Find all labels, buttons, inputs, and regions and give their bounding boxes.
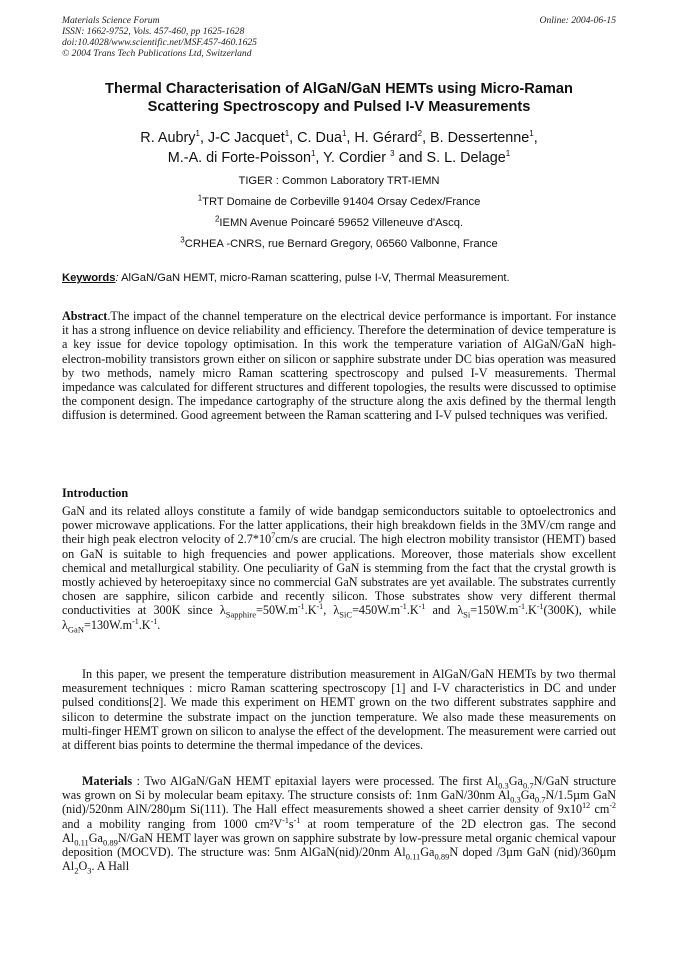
affiliation-3 [62,237,616,251]
online-date: Online: 2004-06-15 [539,15,616,26]
abstract [62,309,616,423]
author: R. Aubry [140,130,196,146]
keywords-label: Keywords [62,272,116,284]
title-line-1: Thermal Characterisation of AlGaN/GaN HEMTs using Micro-Raman [105,81,573,97]
lab-name: TIGER : Common Laboratory TRT-IEMN [238,175,440,187]
author: , Y. Cordier [315,150,391,166]
text-run: (300K), while [543,603,616,618]
author-affil-mark: 1 [529,129,534,139]
author-line-1 [62,128,616,148]
materials-paragraph [62,774,617,876]
superscript: -1 [316,602,324,612]
subscript: 0.3 [510,794,521,805]
text-run: =150W.m [470,603,519,618]
subscript: 0.89 [102,837,118,848]
subscript: 0.3 [498,780,509,791]
issn-line: ISSN: 1662-9752, Vols. 457-460, pp 1625-1628 [62,26,245,37]
author: , H. Gérard [346,130,418,146]
superscript: -1 [293,815,301,825]
text-run: .K [138,617,151,632]
materials-label: Materials [82,774,133,788]
text-run: s [288,816,294,831]
author: , B. Dessertenne [422,130,530,146]
text-run: N doped /3µm GaN (nid)/360µm Al [62,845,616,874]
keywords-colon: : [115,272,119,284]
text-run: =450W.m [352,603,401,618]
running-header [62,15,616,59]
affil-number: 3 [180,235,185,245]
affil-number: 2 [214,214,220,224]
subscript: 0.11 [405,851,421,862]
text-run: Ga [420,845,435,860]
text-run: cm [590,802,610,817]
doi-line[interactable]: doi:10.4028/www.scientific.net/MSF.457-460.1625 [62,37,257,48]
copyright-line: © 2004 Trans Tech Publications Ltd, Switzerland [62,48,252,59]
lambda-symbol: λ [219,603,226,618]
subscript: 0.7 [522,780,534,791]
author-affil-mark: 1 [195,129,200,139]
superscript: -1 [418,602,426,612]
title-line-2: Scattering Spectroscopy and Pulsed I-V Measurements [147,99,531,115]
subscript: 2 [74,865,79,876]
affil-text: IEMN Avenue Poincaré 59652 Villeneuve d'Ascq. [219,217,464,229]
superscript: 12 [582,801,591,811]
author: , C. Dua [289,130,342,146]
text-run: at room temperature of the 2D electron gas. The second Al [62,816,617,845]
text-run: .K [525,603,537,618]
text-run: N/GaN HEMT layer was grown on sapphire substrate by low-pressure metal organic chemical vapour deposition (MOCVD). The structure was: 5nm AlGaN(nid)/20nm Al [62,830,616,860]
introduction-heading: Introduction [62,486,129,500]
author-affil-mark: 1 [505,149,511,159]
text-run: , [323,603,334,618]
text-run: .K [304,603,317,618]
affil-text: CRHEA -CNRS, rue Bernard Gregory, 06560 Valbonne, France [184,238,498,250]
text-run: O [78,859,88,874]
author-separator: , [533,130,538,146]
author-affil-mark: 1 [284,129,290,139]
superscript: -1 [297,602,305,612]
superscript: -1 [518,602,525,612]
author-line-2 [62,148,616,168]
abstract-label: Abstract [62,309,108,323]
journal-name: Materials Science Forum [62,15,160,26]
superscript: -2 [609,801,616,811]
text-run: and a mobility ranging from 1000 cm²V [62,816,283,831]
text-run: =130W.m [83,617,133,632]
author-list [62,128,616,168]
intro-paragraph-1 [62,504,616,635]
subscript: Si [463,609,471,620]
subscript: Sapphire [225,609,256,620]
text-run: N/GaN structure was grown on Si by molecular beam epitaxy. The structure consists of: 1nm GaN/30nm Al [62,774,616,803]
intro-paragraph-2: In this paper, we present the temperature distribution measurement in AlGaN/GaN HEMTs by two thermal measurement techniques : micro Raman scattering spectroscopy [1] and I-V characteristics in DC and under pulsed conditions[2]. We made this experiment on HEMT grown on the two different substrates sapphire and silicon to determine the substrate impact on the junction temperature. We also made these measurements on multi-finger HEMT grown on silicon to analyse the effect of the development. The measurement were carried out at different bias points to determine the thermal impedance of the devices. [62,667,617,753]
affil-number: 1 [197,193,203,203]
superscript: -1 [400,602,407,612]
text-run: . A Hall [91,859,130,874]
superscript: -1 [150,616,158,626]
superscript: -1 [536,602,544,612]
keywords-text: AlGaN/GaN HEMT, micro-Raman scattering, pulse I-V, Thermal Measurement. [118,272,510,284]
subscript: SiC [339,609,353,620]
affiliation-1 [62,195,616,209]
superscript: -1 [132,616,139,626]
author-affil-mark: 1 [310,149,316,159]
text-run: Ga [508,774,523,788]
text-run: Ga [520,788,535,803]
text-run: Ga [88,830,103,845]
superscript: 7 [271,531,276,541]
text-run: : Two AlGaN/GaN HEMT epitaxial layers were processed. The first Al [132,774,499,788]
lambda-symbol: λ [62,617,68,632]
subscript: 3 [87,865,92,876]
author-affil-mark: 2 [417,129,423,139]
text-run: . [157,617,161,632]
text-run: .K [406,603,419,618]
keywords [62,271,616,285]
affiliation-2 [62,216,616,230]
author-affil-mark: 3 [390,149,395,159]
subscript: GaN [67,624,84,635]
text-run: cm/s are crucial. The high electron mobility transistor (HEMT) based on GaN is suitable to high frequencies and power applications. Moreover, those materials show excellent chemical and metallurgical stability. One peculiarity of GaN is stemming from the fact that the crystal growth is mostly achieved by heteroepitaxy since no commercial GaN substrates are yet available. The substrates currently chosen are sapphire, silicon carbide and recently silicon. Those substrates show very different thermal conductivities at 300K since [62,532,616,618]
text-run: and [425,603,458,618]
affil-text: TRT Domaine de Corbeville 91404 Orsay Cedex/France [202,196,481,208]
author: and S. L. Delage [394,150,506,166]
superscript: -1 [282,815,289,825]
author-affil-mark: 1 [341,129,347,139]
text-run: N/1.5µm GaN (nid)/520nm AlN/280µm Si(111). The Hall effect measurements showed a sheet carrier density of 9x10 [62,788,616,817]
lambda-symbol: λ [457,603,464,618]
subscript: 0.7 [534,794,546,805]
text-run: =50W.m [256,603,298,618]
lambda-symbol: λ [333,603,340,618]
author: , J-C Jacquet [199,130,285,146]
paper-title [62,80,616,116]
text-run: GaN and its related alloys constitute a family of wide bandgap semiconductors suitable to optoelectronics and power microwave applications. For the latter applications, their high breakdown fields in the 3MV/cm range and their high peak electron velocity of 2.7*10 [62,504,616,547]
subscript: 0.89 [434,851,450,862]
abstract-text: .The impact of the channel temperature on the electrical device performance is important. For instance it has a strong influence on device reliability and efficiency. Therefore the determination of device temperature is a key issue for device topology optimisation. In this work the temperature variation of AlGaN/GaN high-electron-mobility transistors grown either on silicon or sapphire substrate under DC bias operation was measured by two methods, namely micro Raman scattering spectroscopy and pulsed I-V measurements. Thermal impedance was calculated for different structures and different topologies, the results were discussed to optimise the component design. The impedance cartography of the structure along the axis defined by the thermal length diffusion is determined. Good agreement between the Raman scattering and I-V pulsed techniques was verified. [62,309,616,423]
subscript: 0.11 [74,837,89,848]
author: M.-A. di Forte-Poisson [167,150,311,166]
